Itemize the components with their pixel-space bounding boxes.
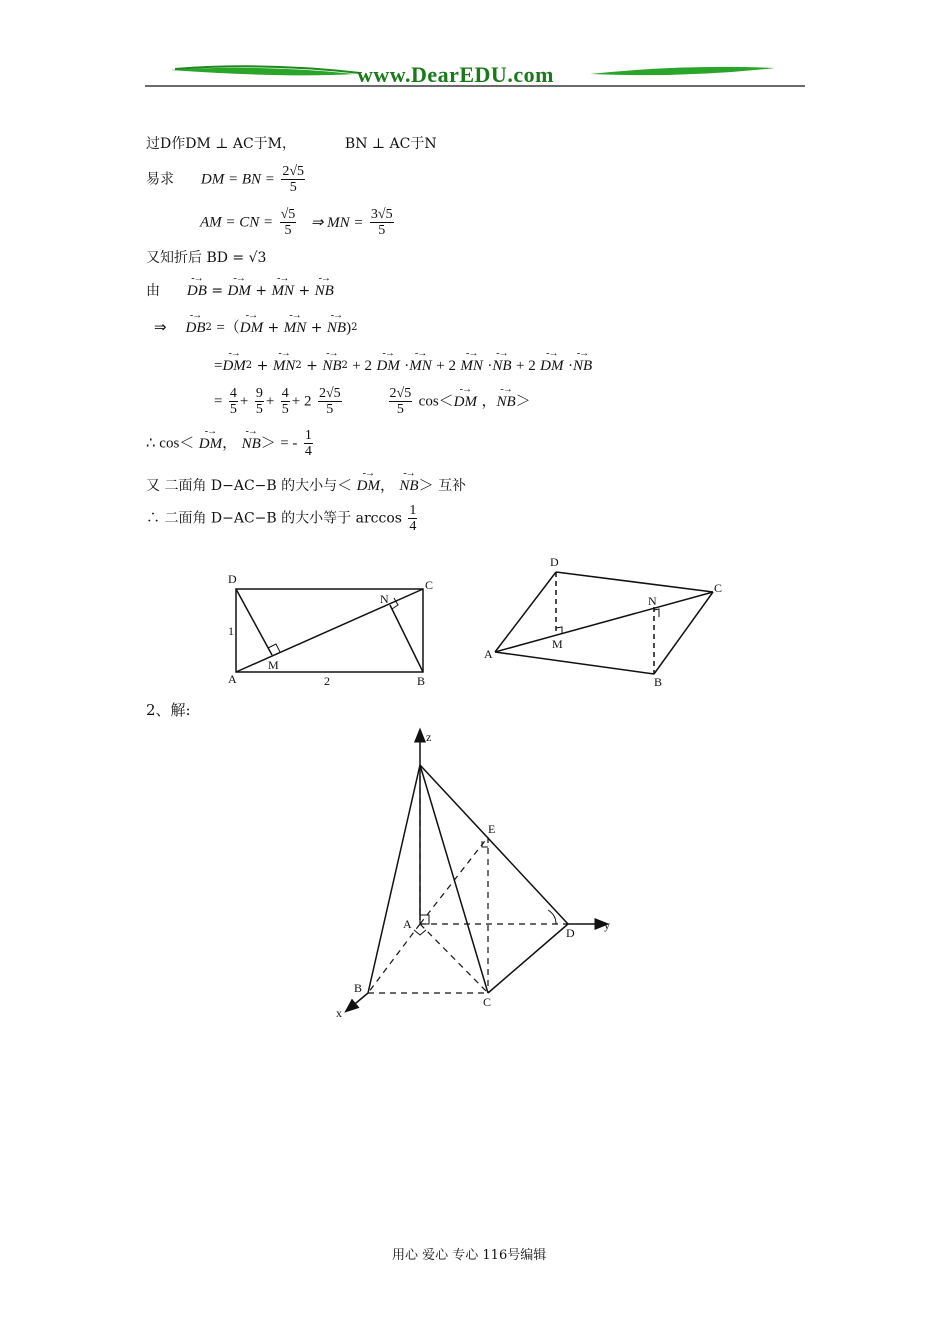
rect-label: N	[380, 592, 389, 606]
rect-label: A	[228, 672, 237, 686]
proof-line-4	[146, 250, 266, 266]
site-logo-text: www.DearEDU.com	[357, 62, 554, 87]
fraction: $\frac{1}{4}$	[409, 503, 417, 534]
rect-label: D	[228, 572, 237, 586]
axis-label: z	[426, 730, 432, 744]
fold-label: C	[714, 581, 723, 595]
rect-label: 2	[324, 674, 330, 688]
proof-text: 又 二面角 D−AC−B 的大小与	[146, 478, 338, 494]
fraction: $\frac{1}{4}$	[304, 428, 312, 459]
fold-label: A	[484, 647, 493, 661]
fraction: $\frac{3√5}{5}$	[370, 207, 393, 238]
pyramid-label: B	[354, 981, 363, 995]
proof-text: 易求	[146, 171, 174, 188]
math-expr: AM = CN =	[200, 214, 274, 231]
pyramid-label: A	[403, 917, 412, 931]
fold-label: N	[648, 594, 657, 608]
fraction: $\frac{√5}{5}$	[280, 207, 296, 238]
rectangle-figure	[220, 565, 440, 695]
rect-label: 1	[228, 624, 234, 638]
proof-text: 过D作DM ⊥ AC于M，	[146, 136, 297, 152]
page-footer: 用心 爱心 专心 116号编辑	[392, 1248, 547, 1263]
rect-label: C	[425, 578, 434, 592]
proof-line-11	[146, 503, 419, 534]
proof-line-6: ⇒ DB -→ $^2$ =（DM -→ + MN -→ + NB -→ )$^2$	[154, 310, 358, 336]
header-banner	[145, 60, 805, 90]
proof-line-3	[200, 207, 396, 238]
rect-label: M	[268, 658, 279, 672]
axis-label: x	[336, 1006, 342, 1020]
proof-text: BN ⊥ AC于N	[344, 136, 437, 152]
math-expr: ⇒ MN =	[310, 214, 364, 231]
pyramid-label: C	[483, 995, 492, 1009]
pyramid-label: D	[566, 926, 575, 940]
rect-label: B	[417, 674, 426, 688]
fold-label: B	[654, 675, 663, 689]
proof-text: 又知折后 BD = √3	[146, 250, 267, 266]
proof-line-7: =DM -→ $^2$ + MN -→ $^2$ + NB -→ $^2$ + 2 DM -→ ·MN -→ + 2 MN -→ ·NB -→ + 2 DM -→ ·NB -→	[214, 348, 593, 374]
proof-text: 由	[146, 283, 160, 299]
axis-label: y	[604, 918, 610, 932]
proof-line-10: 又 二面角 D−AC−B 的大小与＜ DM -→ ， NB -→ ＞ 互补	[146, 468, 467, 494]
proof-line-8: = $\frac{4}{5}$ + $\frac{9}{5}$ + $\frac{4}{5}$ + 2 $\frac{2√5}{5}$ $\frac{2√5}{5}$ cos＜DM -→ ，NB -→ ＞	[214, 383, 531, 417]
proof-text: ∴ 二面角 D−AC−B 的大小等于 arccos	[146, 510, 402, 527]
proof-line-1	[146, 136, 437, 152]
proof-line-9: ∴ cos＜ DM -→ ， NB -→ ＞ = - $\frac{1}{4}$	[146, 425, 312, 459]
proof-line-5: 由 DB -→ = DM -→ + MN -→ + NB -→	[146, 273, 334, 299]
math-expr: DM = BN =	[200, 171, 275, 188]
implies-symbol: ⇒	[154, 320, 167, 336]
proof-line-2	[146, 164, 307, 195]
section-2-label: 2、解:	[146, 701, 191, 719]
fraction: $\frac{2√5}{5}$	[282, 164, 305, 195]
proof-text: 互补	[438, 478, 467, 494]
pyramid-figure	[330, 725, 620, 1025]
pyramid-label: E	[488, 822, 496, 836]
fold-label: M	[552, 637, 563, 651]
folded-figure	[480, 552, 730, 692]
fold-label: D	[550, 555, 559, 569]
